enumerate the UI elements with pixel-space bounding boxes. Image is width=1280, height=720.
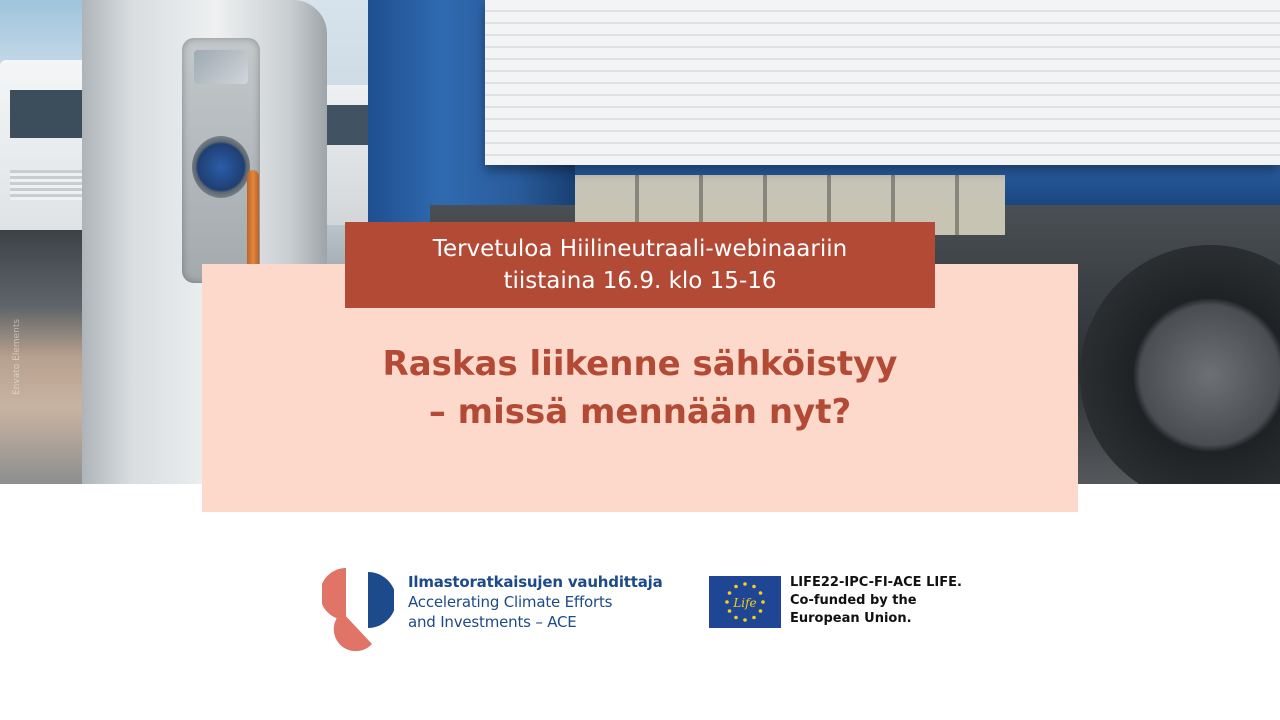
ace-logo-right-shape (368, 572, 394, 628)
welcome-line-2: tiistaina 16.9. klo 15-16 (503, 268, 777, 294)
life-label: Life (733, 596, 757, 610)
eu-line-1: LIFE22-IPC-FI-ACE LIFE. (790, 575, 962, 590)
charging-cable (247, 170, 259, 270)
ace-wordmark (408, 572, 663, 632)
charging-plug (192, 136, 250, 198)
eu-life-flag-icon (709, 576, 781, 628)
eu-line-2: Co-funded by the (790, 593, 917, 608)
ace-subtitle-1: Accelerating Climate Efforts (408, 593, 613, 611)
charger-screen (194, 50, 248, 84)
ace-logo-bottom-shape (334, 612, 372, 651)
photo-credit: Envato Elements (12, 318, 22, 395)
ace-title: Ilmastoratkaisujen vauhdittaja (408, 573, 663, 591)
webinar-headline (202, 340, 1078, 436)
truck-grill (10, 170, 82, 200)
truck-trailer (485, 0, 1280, 165)
welcome-line-1: Tervetuloa Hiilineutraali-webinaariin (432, 236, 848, 262)
ace-logo-icon (322, 566, 394, 658)
ace-logo-top-shape (322, 568, 346, 620)
white-truck-left (0, 60, 82, 230)
welcome-banner (345, 222, 935, 308)
truck-windshield (327, 105, 372, 145)
ace-subtitle-2: and Investments – ACE (408, 613, 577, 631)
eu-line-3: European Union. (790, 611, 912, 626)
eu-funding-text (790, 574, 962, 628)
headline-line-2: – missä mennään nyt? (428, 392, 852, 432)
truck-windshield (10, 90, 82, 138)
headline-line-1: Raskas liikenne sähköistyy (382, 344, 898, 384)
white-truck-middle (327, 85, 372, 225)
